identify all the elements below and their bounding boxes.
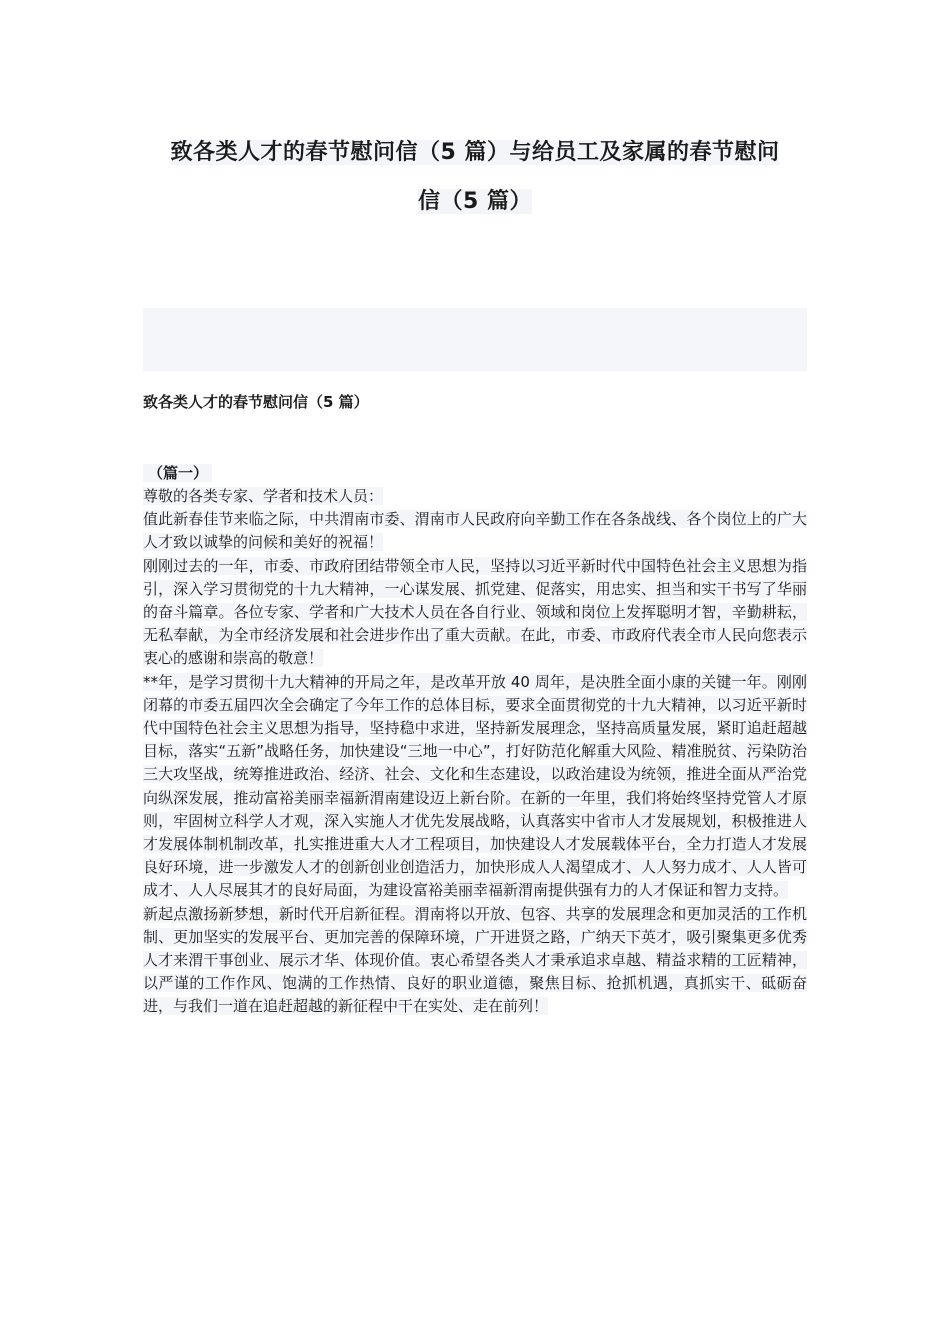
document-title-line-1: 致各类人才的春节慰问信（5 篇）与给员工及家属的春节慰问 — [170, 140, 780, 165]
paragraph-2-text: 刚刚过去的一年，市委、市政府团结带领全市人民，坚持以习近平新时代中国特色社会主义思想为指引，深入学习贯彻党的十九大精神，一心谋发展、抓党建、促落实，用忠实、担当和实干书写了华丽的奋斗篇章。各位专家、学者和广大技术人员在各自行业、领域和岗位上发挥聪明才智，辛勤耕耘，无私奉献，为全市经济发展和社会进步作出了重大贡献。在此，市委、市政府代表全市人民向您表示衷心的感谢和崇高的敬意！ — [143, 556, 807, 668]
subheading — [143, 461, 807, 485]
paragraph-1-text: 值此新春佳节来临之际，中共渭南市委、渭南市人民政府向辛勤工作在各条战线、各个岗位上的广大人才致以诚挚的问候和美好的祝福！ — [143, 510, 807, 552]
paragraph-1 — [143, 508, 807, 554]
section-title: 致各类人才的春节慰问信（5 篇） — [143, 393, 369, 411]
paragraph-3-text: **年，是学习贯彻十九大精神的开局之年，是改革开放 40 周年，是决胜全面小康的关键一年。刚刚闭幕的市委五届四次全会确定了今年工作的总体目标，要求全面贯彻党的十九大精神，以习近平新时代中国特色社会主义思想为指导，坚持稳中求进，坚持新发展理念，坚持高质量发展，紧盯追赶超越目标，落实“五新”战略任务，加快建设“三地一中心”，打好防范化解重大风险、精准脱贫、污染防治三大攻坚战，统筹推进政治、经济、社会、文化和生态建设，以政治建设为统领，推进全面从严治党向纵深发展，推动富裕美丽幸福新渭南建设迈上新台阶。在新的一年里，我们将始终坚持党管人才原则，牢固树立科学人才观，深入实施人才优先发展战略，认真落实中省市人才发展规划，积极推进人才发展体制机制改革，扎实推进重大人才工程项目，加快建设人才发展载体平台，全力打造人才发展良好环境，进一步激发人才的创新创业创造活力，加快形成人人渴望成才、人人努力成才、人人皆可成才、人人尽展其才的良好局面，为建设富裕美丽幸福新渭南提供强有力的人才保证和智力支持。 — [143, 672, 807, 900]
greeting-text: 尊敬的各类专家、学者和技术人员： — [143, 487, 384, 505]
paragraph-3 — [143, 671, 807, 903]
document-page — [143, 0, 807, 1019]
subheading-text: （篇一） — [148, 464, 209, 482]
document-title-line-2: 信（5 篇） — [418, 189, 532, 214]
greeting — [143, 485, 807, 508]
paragraph-4-text: 新起点激扬新梦想，新时代开启新征程。渭南将以开放、包容、共享的发展理念和更加灵活的工作机制、更加坚实的发展平台、更加完善的保障环境，广开进贤之路，广纳天下英才，吸引聚集更多优秀人才来渭干事创业、展示才华、体现价值。衷心希望各类人才秉承追求卓越、精益求精的工匠精神，以严谨的工作作风、饱满的工作热情、良好的职业道德，聚焦目标、抢抓机遇，真抓实干、砥砺奋进，与我们一道在追赶超越的新征程中干在实处、走在前列！ — [143, 904, 807, 1016]
blank-banner — [143, 308, 807, 371]
document-title — [143, 128, 807, 226]
paragraph-2 — [143, 555, 807, 671]
paragraph-4 — [143, 903, 807, 1019]
